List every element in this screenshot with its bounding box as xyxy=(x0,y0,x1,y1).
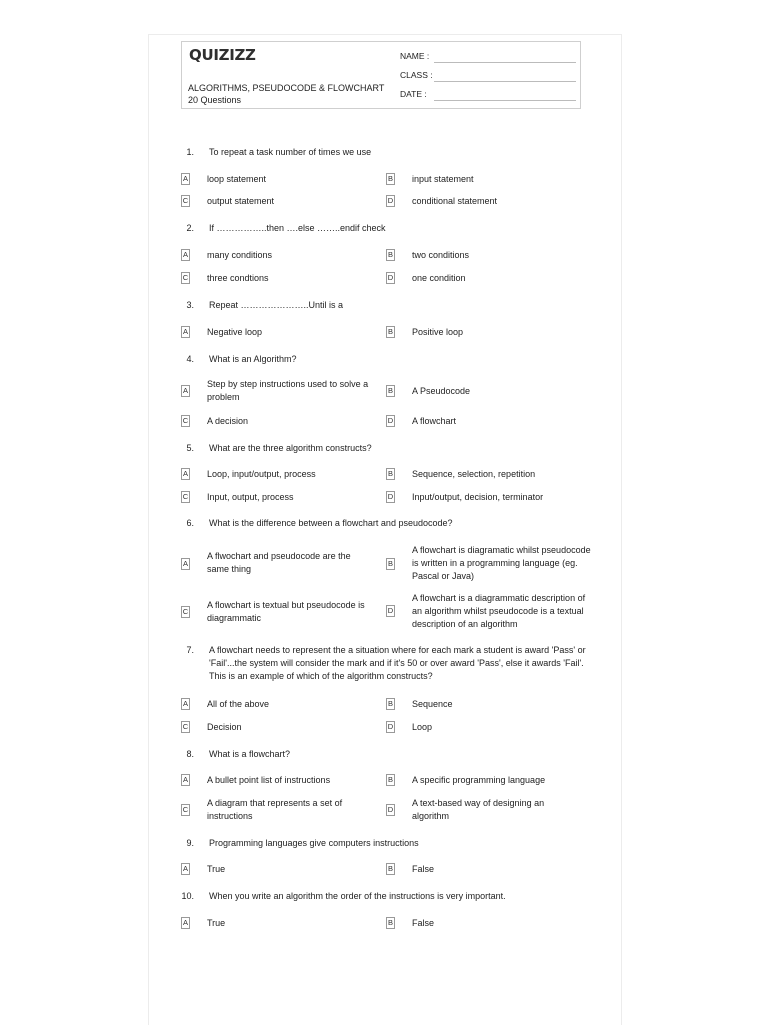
option-letter: D xyxy=(387,492,394,501)
question-text: To repeat a task number of times we use xyxy=(209,147,372,157)
question-number: 9. xyxy=(186,838,194,848)
option-letter: D xyxy=(387,416,394,425)
option-text: A flwochart and pseudocode are the same thing xyxy=(207,551,351,574)
option-text: Sequence, selection, repetition xyxy=(412,469,536,479)
class-line xyxy=(434,81,576,82)
option-letter: A xyxy=(182,775,188,784)
option-text: All of the above xyxy=(207,699,270,709)
option-letter: A xyxy=(182,327,188,336)
option-text: loop statement xyxy=(207,174,267,184)
worksheet-header xyxy=(181,41,581,109)
option-text: False xyxy=(412,918,435,928)
option-letter: D xyxy=(387,722,394,731)
question-text: What is the difference between a flowchart and pseudocode? xyxy=(209,518,453,528)
option-text: A flowchart is diagramatic whilst pseudocode is written in a programming language (eg. Pascal or Java) xyxy=(412,545,591,581)
option-text: Positive loop xyxy=(412,327,464,337)
question-number: 6. xyxy=(186,518,194,528)
option-text: Loop, input/output, process xyxy=(207,469,316,479)
option-letter: B xyxy=(387,699,393,708)
option-letter: B xyxy=(387,559,393,568)
question-text: What is an Algorithm? xyxy=(209,354,297,364)
option-text: Decision xyxy=(207,722,242,732)
question-text: If ……………..then ….else ……..endif check xyxy=(209,223,386,233)
option-text: A specific programming language xyxy=(412,775,546,785)
option-letter: A xyxy=(182,250,188,259)
option-text: True xyxy=(207,918,226,928)
class-label: CLASS : xyxy=(400,70,433,80)
question-number: 1. xyxy=(186,147,194,157)
option-letter: A xyxy=(182,559,188,568)
option-letter: D xyxy=(387,606,394,615)
question-number: 5. xyxy=(186,443,194,453)
question-count: 20 Questions xyxy=(188,95,242,105)
option-text: A Pseudocode xyxy=(412,386,471,396)
name-label: NAME : xyxy=(400,51,430,61)
option-text: A flowchart is a diagrammatic description of an algorithm whilst pseudocode is a textual description of an algorithm xyxy=(412,593,586,629)
date-field[interactable] xyxy=(400,88,578,102)
name-line xyxy=(434,62,576,63)
option-letter: D xyxy=(387,273,394,282)
question-number: 10. xyxy=(181,891,194,901)
worksheet-page xyxy=(148,34,622,1025)
option-text: Loop xyxy=(412,722,433,732)
option-text: three condtions xyxy=(207,273,269,283)
option-letter: B xyxy=(387,775,393,784)
worksheet-title: ALGORITHMS, PSEUDOCODE & FLOWCHART xyxy=(188,83,385,93)
option-text: A bullet point list of instructions xyxy=(207,775,331,785)
class-field[interactable] xyxy=(400,69,578,83)
option-letter: B xyxy=(387,864,393,873)
option-text: Negative loop xyxy=(207,327,263,337)
option-letter: C xyxy=(182,722,189,731)
question-number: 3. xyxy=(186,300,194,310)
question-text: Repeat …………………..Until is a xyxy=(209,300,344,310)
date-line xyxy=(434,100,576,101)
question-number: 4. xyxy=(186,354,194,364)
option-text: A flowchart xyxy=(412,416,457,426)
option-text: A text-based way of designing an algorithm xyxy=(412,798,545,821)
option-letter: B xyxy=(387,174,393,183)
option-letter: C xyxy=(182,196,189,205)
question-text: Programming languages give computers instructions xyxy=(209,838,419,848)
option-text: Step by step instructions used to solve a problem xyxy=(207,379,369,402)
option-letter: D xyxy=(387,196,394,205)
option-letter: B xyxy=(387,918,393,927)
question-number: 2. xyxy=(186,223,194,233)
option-letter: A xyxy=(182,918,188,927)
option-text: two conditions xyxy=(412,250,470,260)
option-letter: A xyxy=(182,864,188,873)
option-text: A flowchart is textual but pseudocode is diagrammatic xyxy=(207,600,365,623)
option-letter: D xyxy=(387,805,394,814)
question-text: What is a flowchart? xyxy=(209,749,291,759)
option-letter: C xyxy=(182,492,189,501)
option-text: output statement xyxy=(207,196,275,206)
option-text: Sequence xyxy=(412,699,453,709)
date-label: DATE : xyxy=(400,89,427,99)
option-letter: C xyxy=(182,273,189,282)
name-field[interactable] xyxy=(400,50,578,64)
option-letter: A xyxy=(182,174,188,183)
question-text: What are the three algorithm constructs? xyxy=(209,443,372,453)
option-text: many conditions xyxy=(207,250,273,260)
option-letter: B xyxy=(387,327,393,336)
quizizz-logo: QUIZIZZ xyxy=(189,46,256,64)
option-letter: C xyxy=(182,805,189,814)
option-text: one condition xyxy=(412,273,466,283)
question-number: 7. xyxy=(186,645,194,655)
option-letter: C xyxy=(182,607,189,616)
option-letter: B xyxy=(387,469,393,478)
option-letter: C xyxy=(182,416,189,425)
option-letter: B xyxy=(387,250,393,259)
option-letter: A xyxy=(182,386,188,395)
option-text: A decision xyxy=(207,416,249,426)
option-text: input statement xyxy=(412,174,474,184)
question-text: A flowchart needs to represent the a situation where for each mark a student is award 'Pass' or 'Fail'...the system will consider the mark and if it's 50 or over award 'Pass', else it awards 'Fail'. This is an example of which of the algorithm constructs? xyxy=(209,645,586,681)
question-number: 8. xyxy=(186,749,194,759)
option-text: Input/output, decision, terminator xyxy=(412,492,544,502)
question-text: When you write an algorithm the order of the instructions is very important. xyxy=(209,891,506,901)
option-text: A diagram that represents a set of instructions xyxy=(207,798,343,821)
option-letter: A xyxy=(182,469,188,478)
option-text: conditional statement xyxy=(412,196,498,206)
option-text: True xyxy=(207,864,226,874)
option-text: Input, output, process xyxy=(207,492,294,502)
option-text: False xyxy=(412,864,435,874)
option-letter: A xyxy=(182,699,188,708)
option-letter: B xyxy=(387,386,393,395)
